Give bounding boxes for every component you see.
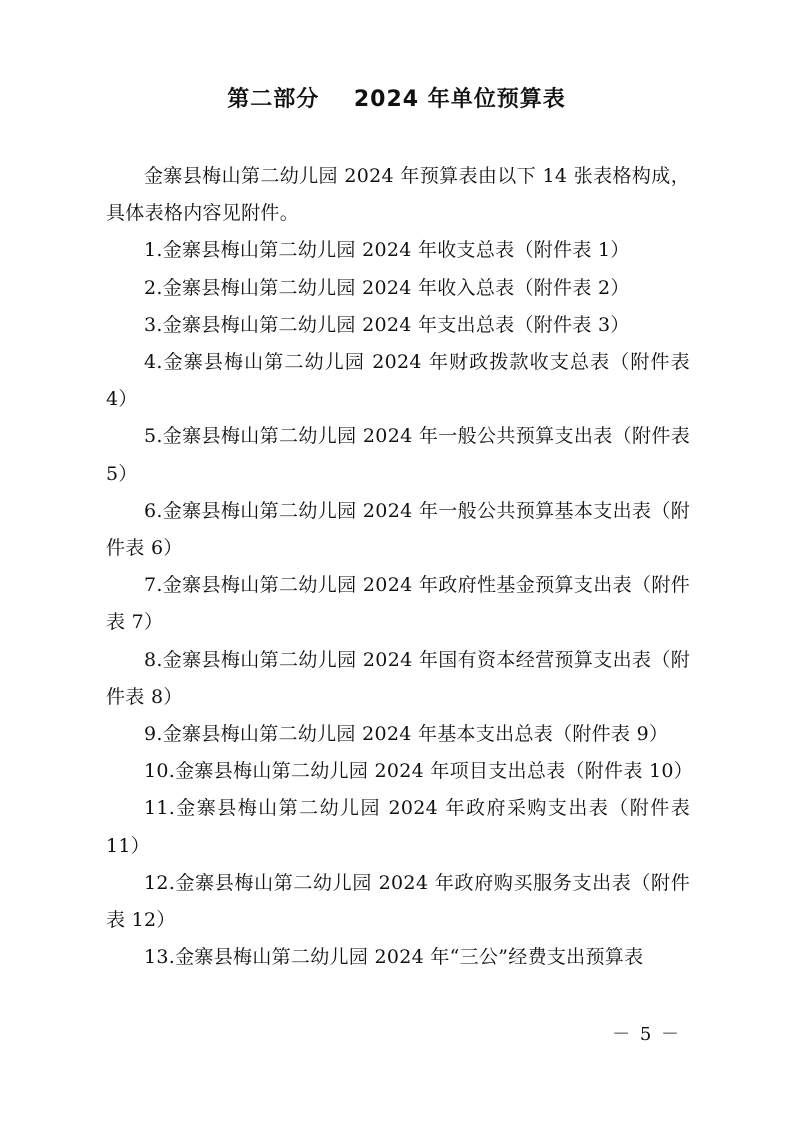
list-item: 3.金寨县梅山第二幼儿园 2024 年支出总表（附件表 3） — [144, 313, 630, 336]
list-item: 11.金寨县梅山第二幼儿园 2024 年政府采购支出表（附件表 11） — [106, 797, 690, 857]
list-item: 9.金寨县梅山第二幼儿园 2024 年基本支出总表（附件表 9） — [144, 723, 669, 746]
body-text — [106, 158, 694, 976]
list-item: 10.金寨县梅山第二幼儿园 2024 年项目支出总表（附件表 10） — [144, 760, 694, 783]
page-number: － 5 － — [612, 1024, 681, 1045]
list-item: 13.金寨县梅山第二幼儿园 2024 年“三公”经费支出预算表 — [144, 946, 644, 969]
list-item: 2.金寨县梅山第二幼儿园 2024 年收入总表（附件表 2） — [144, 276, 630, 299]
list-item: 5.金寨县梅山第二幼儿园 2024 年一般公共预算支出表（附件表 5） — [106, 425, 690, 485]
intro-paragraph: 金寨县梅山第二幼儿园 2024 年预算表由以下 14 张表格构成，具体表格内容见附件。 — [106, 165, 690, 225]
list-item: 8.金寨县梅山第二幼儿园 2024 年国有资本经营预算支出表（附件表 8） — [106, 648, 690, 708]
list-item: 4.金寨县梅山第二幼儿园 2024 年财政拨款收支总表（附件表 4） — [106, 351, 690, 411]
list-item: 1.金寨县梅山第二幼儿园 2024 年收支总表（附件表 1） — [144, 239, 630, 262]
list-item: 6.金寨县梅山第二幼儿园 2024 年一般公共预算基本支出表（附件表 6） — [106, 499, 690, 560]
page-title: 第二部分 2024 年单位预算表 — [227, 87, 566, 112]
list-item: 12.金寨县梅山第二幼儿园 2024 年政府购买服务支出表（附件表 12） — [106, 871, 690, 932]
list-item: 7.金寨县梅山第二幼儿园 2024 年政府性基金预算支出表（附件表 7） — [106, 574, 690, 634]
